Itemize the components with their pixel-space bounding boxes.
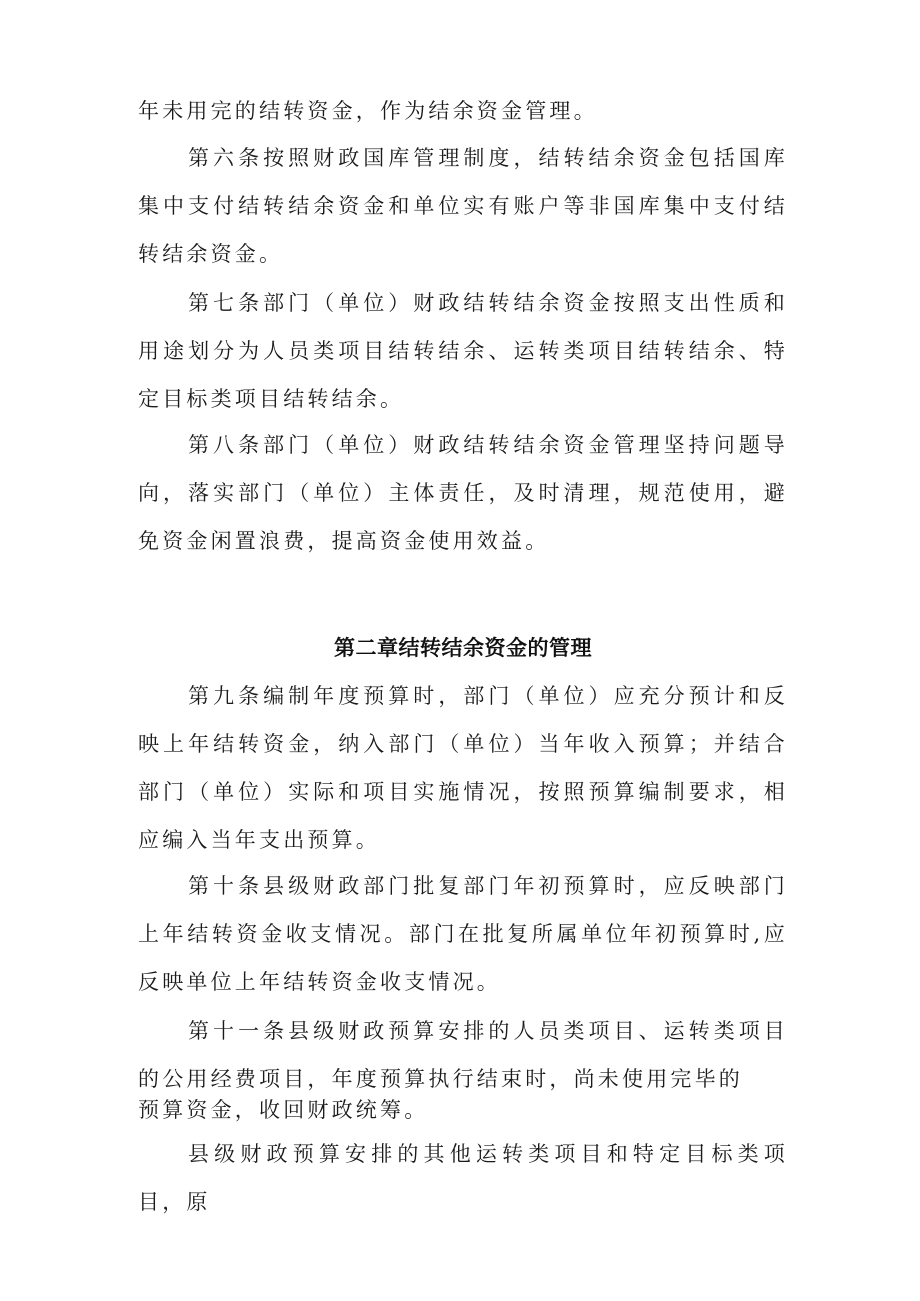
paragraph-article-7: 第七条部门（单位）财政结转结余资金按照支出性质和用途划分为人员类项目结转结余、运转类项目结转结余、特定目标类项目结转结余。 (138, 291, 788, 411)
paragraph-article-11-continuation: 预算资金，收回财政统筹。 (138, 1098, 429, 1122)
paragraph-article-11: 第十一条县级财政预算安排的人员类项目、运转类项目的公用经费项目，年度预算执行结束时，尚未使用完毕的 (138, 1019, 788, 1091)
paragraph-article-10: 第十条县级财政部门批复部门年初预算时，应反映部门上年结转资金收支情况。部门在批复所属单位年初预算时,应反映单位上年结转资金收支情况。 (138, 874, 788, 994)
paragraph-article-6: 第六条按照财政国库管理制度，结转结余资金包括国库集中支付结转结余资金和单位实有账户等非国库集中支付结转结余资金。 (138, 146, 788, 266)
paragraph-article-11-second: 县级财政预算安排的其他运转类项目和特定目标类项目，原 (138, 1142, 788, 1214)
chapter-heading: 第二章结转结余资金的管理 (334, 636, 592, 660)
paragraph-article-8: 第八条部门（单位）财政结转结余资金管理坚持问题导向，落实部门（单位）主体责任，及时清理，规范使用，避免资金闲置浪费，提高资金使用效益。 (138, 433, 788, 553)
paragraph-continuation: 年未用完的结转资金，作为结余资金管理。 (138, 99, 598, 123)
paragraph-article-9: 第九条编制年度预算时，部门（单位）应充分预计和反映上年结转资金，纳入部门（单位）当年收入预算；并结合部门（单位）实际和项目实施情况，按照预算编制要求，相应编入当年支出预算。 (138, 684, 788, 852)
